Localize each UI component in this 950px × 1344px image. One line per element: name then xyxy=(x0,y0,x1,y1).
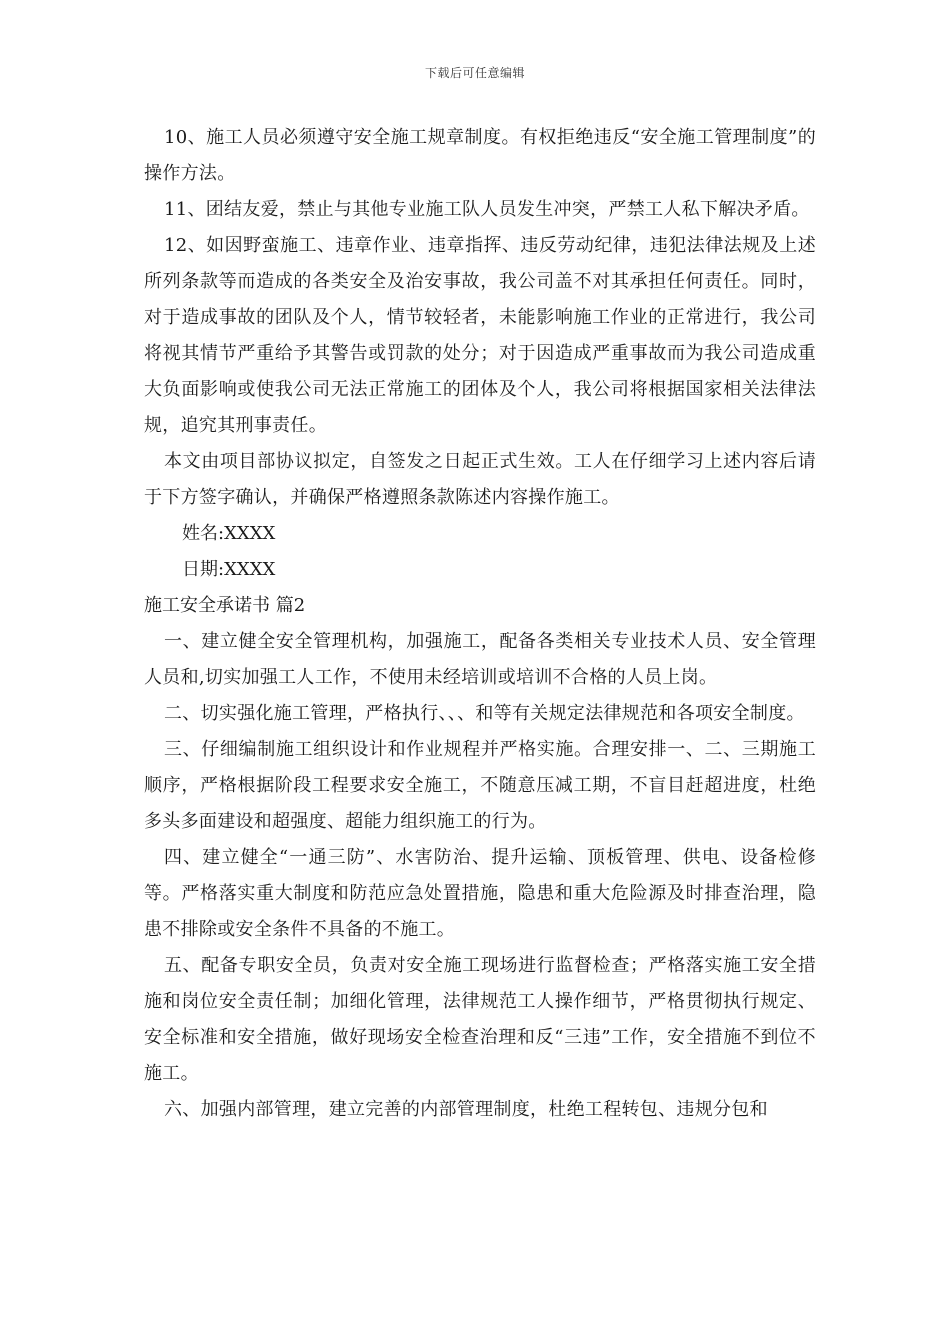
clause-12: 12、如因野蛮施工、违章作业、违章指挥、违反劳动纪律，违犯法律法规及上述所列条款等而造成的各类安全及治安事故，我公司盖不对其承担任何责任。同时，对于造成事故的团队及个人，情节较轻者，未能影响施工作业的正常进行，我公司将视其情节严重给予其警告或罚款的处分；对于因造成严重事故而为我公司造成重大负面影响或使我公司无法正常施工的团体及个人，我公司将根据国家相关法律法规，追究其刑事责任。 xyxy=(144,235,816,436)
commitment-item-4: 四、建立健全“一通三防”、水害防治、提升运输、顶板管理、供电、设备检修等。严格落实重大制度和防范应急处置措施，隐患和重大危险源及时排查治理，隐患不排除或安全条件不具备的不施工。 xyxy=(144,847,816,940)
section-2-title: 施工安全承诺书 篇2 xyxy=(144,595,306,616)
closing-paragraph: 本文由项目部协议拟定，自签发之日起正式生效。工人在仔细学习上述内容后请于下方签字确认，并确保严格遵照条款陈述内容操作施工。 xyxy=(144,451,816,508)
document-body xyxy=(144,120,816,1128)
clause-11: 11、团结友爱，禁止与其他专业施工队人员发生冲突，严禁工人私下解决矛盾。 xyxy=(164,199,810,220)
signature-date-line: 日期:XXXX xyxy=(182,559,276,580)
commitment-item-2: 二、切实强化施工管理，严格执行、、、和等有关规定法律规范和各项安全制度。 xyxy=(164,703,805,724)
signature-name-line: 姓名:XXXX xyxy=(182,523,276,544)
clause-10: 10、施工人员必须遵守安全施工规章制度。有权拒绝违反“安全施工管理制度”的操作方法。 xyxy=(144,127,816,184)
commitment-item-5: 五、配备专职安全员，负责对安全施工现场进行监督检查；严格落实施工安全措施和岗位安全责任制；加细化管理，法律规范工人操作细节，严格贯彻执行规定、安全标准和安全措施，做好现场安全检查治理和反“三违”工作，安全措施不到位不施工。 xyxy=(144,955,816,1084)
commitment-item-6: 六、加强内部管理，建立完善的内部管理制度，杜绝工程转包、违规分包和 xyxy=(164,1099,768,1120)
commitment-item-3: 三、仔细编制施工组织设计和作业规程并严格实施。合理安排一、二、三期施工顺序，严格根据阶段工程要求安全施工，不随意压减工期，不盲目赶超进度，杜绝多头多面建设和超强度、超能力组织施工的行为。 xyxy=(144,739,816,832)
page-header-note: 下载后可任意编辑 xyxy=(424,66,525,80)
commitment-item-1: 一、建立健全安全管理机构，加强施工，配备各类相关专业技术人员、安全管理人员和,切实加强工人工作，不使用未经培训或培训不合格的人员上岗。 xyxy=(144,631,816,688)
